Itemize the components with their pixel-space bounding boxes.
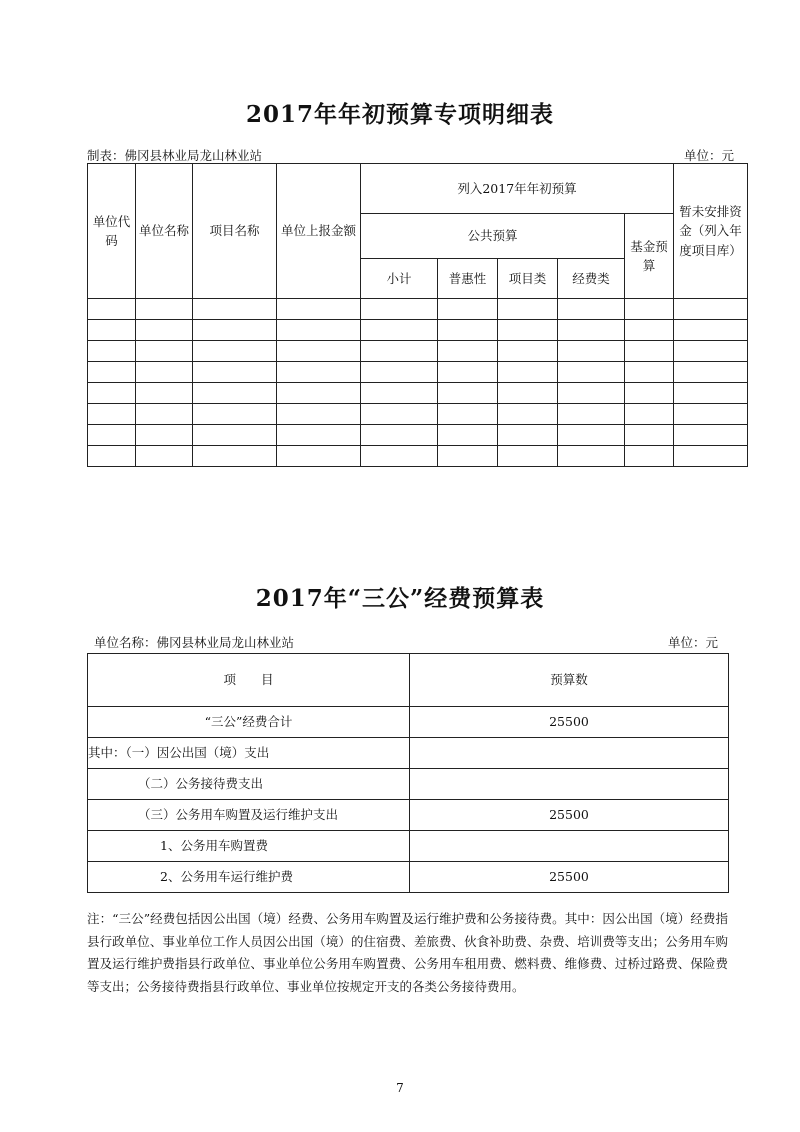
empty-cell: [277, 362, 361, 383]
empty-cell: [625, 362, 674, 383]
table-row: [88, 320, 748, 341]
empty-cell: [136, 383, 193, 404]
table-row: [88, 446, 748, 467]
row-value: 25500: [410, 862, 729, 893]
empty-cell: [277, 425, 361, 446]
empty-cell: [558, 383, 625, 404]
table2-unit: 单位：元: [668, 635, 719, 650]
empty-cell: [88, 320, 136, 341]
empty-cell: [558, 425, 625, 446]
empty-cell: [361, 362, 438, 383]
empty-cell: [277, 299, 361, 320]
header-unit-name: 单位名称: [136, 164, 193, 299]
row-value: [410, 769, 729, 800]
header-project-name: 项目名称: [193, 164, 277, 299]
empty-cell: [136, 425, 193, 446]
table-row: [88, 404, 748, 425]
header-item: 项 目: [88, 654, 410, 707]
empty-cell: [498, 446, 558, 467]
empty-cell: [625, 425, 674, 446]
empty-cell: [361, 425, 438, 446]
empty-cell: [438, 425, 498, 446]
table-row: [88, 831, 729, 862]
header-unarranged-funds: 暂未安排资金（列入年度项目库）: [674, 164, 748, 299]
row-value: 25500: [410, 707, 729, 738]
table-row: [88, 425, 748, 446]
empty-cell: [277, 341, 361, 362]
header-reported-amount: 单位上报金额: [277, 164, 361, 299]
header-expense-type: 经费类: [558, 259, 625, 299]
empty-cell: [193, 320, 277, 341]
empty-cell: [625, 341, 674, 362]
empty-cell: [558, 404, 625, 425]
empty-cell: [498, 362, 558, 383]
header-listed-budget: 列入2017年年初预算: [361, 164, 674, 214]
empty-cell: [498, 425, 558, 446]
empty-cell: [88, 425, 136, 446]
table2-title: 2017年“三公”经费预算表: [255, 585, 545, 612]
empty-cell: [558, 299, 625, 320]
table-row: [88, 862, 729, 893]
empty-cell: [361, 404, 438, 425]
three-public-expenses-table: [87, 653, 729, 893]
empty-cell: [193, 446, 277, 467]
table2-unit-name: 单位名称：佛冈县林业局龙山林业站: [94, 635, 295, 650]
empty-cell: [88, 383, 136, 404]
table-row: [88, 299, 748, 320]
table1-unit: 单位：元: [684, 148, 735, 163]
empty-cell: [193, 362, 277, 383]
footnote: 注：“三公”经费包括因公出国（境）经费、公务用车购置及运行维护费和公务接待费。其中：因公出国（境）经费指县行政单位、事业单位工作人员因公出国（境）的住宿费、差旅费、伙食补助费、杂费、培训费等支出；公务用车购置及运行维护费指县行政单位、事业单位公务用车购置费、公务用车租用费、燃料费、维修费、过桥过路费、保险费等支出；公务接待费指县行政单位、事业单位按规定开支的各类公务接待费用。: [87, 911, 728, 994]
table-row: [88, 341, 748, 362]
empty-cell: [361, 320, 438, 341]
empty-cell: [625, 383, 674, 404]
empty-cell: [361, 299, 438, 320]
row-value: 25500: [410, 800, 729, 831]
empty-cell: [498, 299, 558, 320]
header-public-budget: 公共预算: [361, 214, 625, 259]
empty-cell: [193, 299, 277, 320]
special-project-budget-table: [87, 163, 748, 467]
empty-cell: [438, 383, 498, 404]
header-project-type: 项目类: [498, 259, 558, 299]
table1-title: 2017年年初预算专项明细表: [245, 101, 554, 128]
table-row: [88, 362, 748, 383]
table1-maker: 制表：佛冈县林业局龙山林业站: [87, 148, 263, 163]
row-label: 其中：（一）因公出国（境）支出: [88, 738, 410, 769]
empty-cell: [625, 320, 674, 341]
table1-body: [88, 299, 748, 467]
empty-cell: [438, 404, 498, 425]
empty-cell: [438, 320, 498, 341]
empty-cell: [361, 383, 438, 404]
row-label: （二）公务接待费支出: [88, 769, 410, 800]
empty-cell: [193, 341, 277, 362]
empty-cell: [277, 446, 361, 467]
empty-cell: [88, 446, 136, 467]
empty-cell: [88, 404, 136, 425]
empty-cell: [674, 425, 748, 446]
empty-cell: [277, 404, 361, 425]
empty-cell: [498, 404, 558, 425]
empty-cell: [193, 383, 277, 404]
header-unit-code: 单位代码: [88, 164, 136, 299]
empty-cell: [193, 404, 277, 425]
empty-cell: [674, 341, 748, 362]
row-label: 2、公务用车运行维护费: [88, 862, 410, 893]
empty-cell: [625, 404, 674, 425]
empty-cell: [558, 446, 625, 467]
empty-cell: [625, 299, 674, 320]
empty-cell: [136, 320, 193, 341]
table-row: [88, 383, 748, 404]
header-budget-amount: 预算数: [410, 654, 729, 707]
header-general: 普惠性: [438, 259, 498, 299]
header-fund-budget: 基金预算: [625, 214, 674, 299]
empty-cell: [438, 362, 498, 383]
empty-cell: [136, 362, 193, 383]
empty-cell: [498, 320, 558, 341]
empty-cell: [558, 320, 625, 341]
empty-cell: [558, 341, 625, 362]
table-row: [88, 769, 729, 800]
empty-cell: [136, 446, 193, 467]
empty-cell: [674, 362, 748, 383]
empty-cell: [674, 404, 748, 425]
empty-cell: [88, 341, 136, 362]
empty-cell: [498, 383, 558, 404]
row-label: （三）公务用车购置及运行维护支出: [88, 800, 410, 831]
empty-cell: [193, 425, 277, 446]
empty-cell: [674, 446, 748, 467]
row-label: “三公”经费合计: [88, 707, 410, 738]
header-subtotal: 小计: [361, 259, 438, 299]
row-label: 1、公务用车购置费: [88, 831, 410, 862]
table-row: [88, 800, 729, 831]
empty-cell: [88, 362, 136, 383]
empty-cell: [136, 404, 193, 425]
empty-cell: [438, 446, 498, 467]
empty-cell: [361, 446, 438, 467]
table-row: [88, 707, 729, 738]
empty-cell: [674, 383, 748, 404]
empty-cell: [438, 341, 498, 362]
empty-cell: [558, 362, 625, 383]
empty-cell: [136, 341, 193, 362]
empty-cell: [625, 446, 674, 467]
empty-cell: [277, 383, 361, 404]
row-value: [410, 831, 729, 862]
empty-cell: [361, 341, 438, 362]
empty-cell: [498, 341, 558, 362]
empty-cell: [438, 299, 498, 320]
empty-cell: [136, 299, 193, 320]
table-row: [88, 738, 729, 769]
empty-cell: [674, 299, 748, 320]
empty-cell: [88, 299, 136, 320]
empty-cell: [674, 320, 748, 341]
empty-cell: [277, 320, 361, 341]
page-number: 7: [396, 1081, 404, 1095]
row-value: [410, 738, 729, 769]
